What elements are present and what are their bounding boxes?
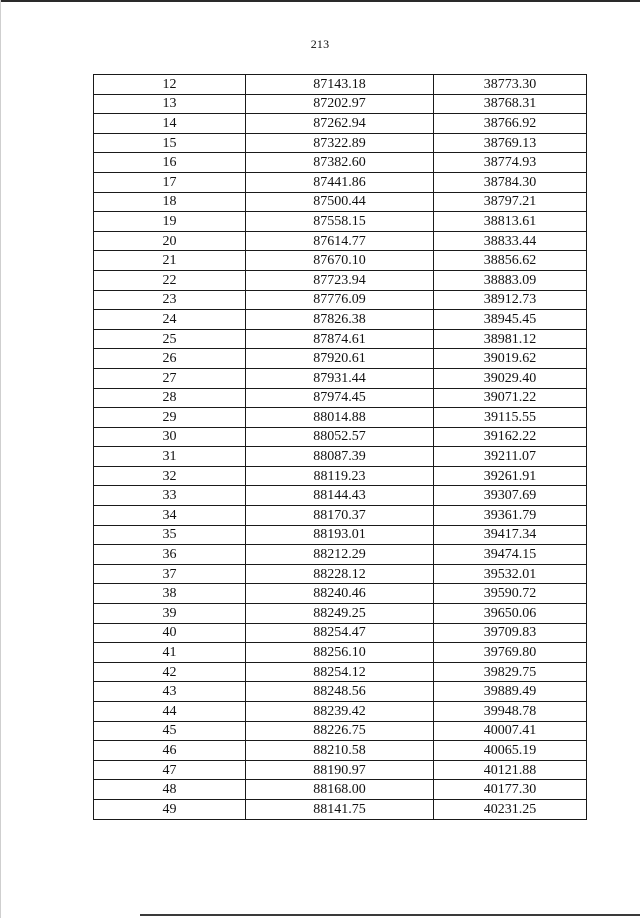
table-row [94, 780, 587, 800]
y-value-cell: 39709.83 [434, 623, 587, 643]
row-index-cell: 45 [94, 721, 246, 741]
row-index-cell: 39 [94, 604, 246, 624]
row-index-cell: 44 [94, 702, 246, 722]
table-row [94, 643, 587, 663]
y-value-cell: 38981.12 [434, 329, 587, 349]
table-row [94, 427, 587, 447]
table-row [94, 172, 587, 192]
x-value-cell: 88254.47 [246, 623, 434, 643]
table-row [94, 702, 587, 722]
x-value-cell: 88212.29 [246, 545, 434, 565]
table-row [94, 545, 587, 565]
row-index-cell: 19 [94, 212, 246, 232]
table-row [94, 251, 587, 271]
y-value-cell: 39162.22 [434, 427, 587, 447]
x-value-cell: 88226.75 [246, 721, 434, 741]
table-row [94, 153, 587, 173]
y-value-cell: 38768.31 [434, 94, 587, 114]
y-value-cell: 39532.01 [434, 564, 587, 584]
x-value-cell: 87874.61 [246, 329, 434, 349]
table-row [94, 94, 587, 114]
row-index-cell: 32 [94, 466, 246, 486]
y-value-cell: 40121.88 [434, 760, 587, 780]
table-row [94, 408, 587, 428]
row-index-cell: 47 [94, 760, 246, 780]
y-value-cell: 38912.73 [434, 290, 587, 310]
y-value-cell: 39307.69 [434, 486, 587, 506]
row-index-cell: 43 [94, 682, 246, 702]
y-value-cell: 38856.62 [434, 251, 587, 271]
y-value-cell: 40065.19 [434, 741, 587, 761]
x-value-cell: 88249.25 [246, 604, 434, 624]
y-value-cell: 39889.49 [434, 682, 587, 702]
y-value-cell: 39948.78 [434, 702, 587, 722]
y-value-cell: 39019.62 [434, 349, 587, 369]
x-value-cell: 88256.10 [246, 643, 434, 663]
table-row [94, 270, 587, 290]
table-row [94, 388, 587, 408]
x-value-cell: 88014.88 [246, 408, 434, 428]
scan-edge-bottom [140, 914, 640, 916]
y-value-cell: 39829.75 [434, 662, 587, 682]
table-row [94, 506, 587, 526]
x-value-cell: 88190.97 [246, 760, 434, 780]
row-index-cell: 12 [94, 75, 246, 95]
x-value-cell: 87931.44 [246, 368, 434, 388]
x-value-cell: 88087.39 [246, 447, 434, 467]
y-value-cell: 40177.30 [434, 780, 587, 800]
y-value-cell: 39417.34 [434, 525, 587, 545]
row-index-cell: 36 [94, 545, 246, 565]
y-value-cell: 38813.61 [434, 212, 587, 232]
y-value-cell: 38769.13 [434, 133, 587, 153]
row-index-cell: 29 [94, 408, 246, 428]
table-row [94, 525, 587, 545]
x-value-cell: 88141.75 [246, 799, 434, 819]
x-value-cell: 87322.89 [246, 133, 434, 153]
table-row [94, 486, 587, 506]
x-value-cell: 88119.23 [246, 466, 434, 486]
row-index-cell: 21 [94, 251, 246, 271]
y-value-cell: 39029.40 [434, 368, 587, 388]
y-value-cell: 39590.72 [434, 584, 587, 604]
x-value-cell: 87826.38 [246, 310, 434, 330]
table-row [94, 290, 587, 310]
table-row [94, 799, 587, 819]
row-index-cell: 14 [94, 114, 246, 134]
x-value-cell: 88228.12 [246, 564, 434, 584]
y-value-cell: 38774.93 [434, 153, 587, 173]
x-value-cell: 88239.42 [246, 702, 434, 722]
table-row [94, 662, 587, 682]
y-value-cell: 39211.07 [434, 447, 587, 467]
y-value-cell: 39650.06 [434, 604, 587, 624]
y-value-cell: 40007.41 [434, 721, 587, 741]
row-index-cell: 16 [94, 153, 246, 173]
y-value-cell: 39474.15 [434, 545, 587, 565]
table-row [94, 329, 587, 349]
x-value-cell: 87920.61 [246, 349, 434, 369]
page-number: 213 [310, 37, 330, 51]
row-index-cell: 13 [94, 94, 246, 114]
x-value-cell: 88240.46 [246, 584, 434, 604]
x-value-cell: 87143.18 [246, 75, 434, 95]
table-body [94, 75, 587, 820]
scan-edge-left [0, 0, 1, 918]
x-value-cell: 87670.10 [246, 251, 434, 271]
x-value-cell: 88254.12 [246, 662, 434, 682]
y-value-cell: 39115.55 [434, 408, 587, 428]
table-row [94, 564, 587, 584]
x-value-cell: 87614.77 [246, 231, 434, 251]
x-value-cell: 88193.01 [246, 525, 434, 545]
row-index-cell: 23 [94, 290, 246, 310]
table-row [94, 368, 587, 388]
x-value-cell: 87500.44 [246, 192, 434, 212]
table-row [94, 212, 587, 232]
row-index-cell: 17 [94, 172, 246, 192]
scan-edge-top [0, 0, 640, 2]
row-index-cell: 28 [94, 388, 246, 408]
x-value-cell: 87974.45 [246, 388, 434, 408]
row-index-cell: 35 [94, 525, 246, 545]
table-row [94, 133, 587, 153]
row-index-cell: 31 [94, 447, 246, 467]
table-row [94, 114, 587, 134]
row-index-cell: 46 [94, 741, 246, 761]
x-value-cell: 88170.37 [246, 506, 434, 526]
x-value-cell: 88052.57 [246, 427, 434, 447]
row-index-cell: 38 [94, 584, 246, 604]
x-value-cell: 88168.00 [246, 780, 434, 800]
y-value-cell: 38883.09 [434, 270, 587, 290]
x-value-cell: 88210.58 [246, 741, 434, 761]
x-value-cell: 87776.09 [246, 290, 434, 310]
row-index-cell: 15 [94, 133, 246, 153]
table-row [94, 349, 587, 369]
table-row [94, 75, 587, 95]
y-value-cell: 38945.45 [434, 310, 587, 330]
x-value-cell: 87558.15 [246, 212, 434, 232]
row-index-cell: 27 [94, 368, 246, 388]
y-value-cell: 40231.25 [434, 799, 587, 819]
y-value-cell: 39261.91 [434, 466, 587, 486]
table-row [94, 721, 587, 741]
y-value-cell: 39071.22 [434, 388, 587, 408]
row-index-cell: 22 [94, 270, 246, 290]
row-index-cell: 30 [94, 427, 246, 447]
row-index-cell: 37 [94, 564, 246, 584]
row-index-cell: 33 [94, 486, 246, 506]
x-value-cell: 87262.94 [246, 114, 434, 134]
table-row [94, 584, 587, 604]
table-row [94, 623, 587, 643]
y-value-cell: 39361.79 [434, 506, 587, 526]
table-row [94, 310, 587, 330]
table-row [94, 604, 587, 624]
y-value-cell: 38784.30 [434, 172, 587, 192]
table-row [94, 466, 587, 486]
x-value-cell: 87202.97 [246, 94, 434, 114]
row-index-cell: 25 [94, 329, 246, 349]
row-index-cell: 42 [94, 662, 246, 682]
row-index-cell: 18 [94, 192, 246, 212]
table-row [94, 741, 587, 761]
y-value-cell: 38797.21 [434, 192, 587, 212]
row-index-cell: 26 [94, 349, 246, 369]
row-index-cell: 24 [94, 310, 246, 330]
row-index-cell: 48 [94, 780, 246, 800]
x-value-cell: 87441.86 [246, 172, 434, 192]
coordinates-table [93, 74, 587, 820]
table-row [94, 447, 587, 467]
table-row [94, 231, 587, 251]
row-index-cell: 41 [94, 643, 246, 663]
row-index-cell: 20 [94, 231, 246, 251]
x-value-cell: 87382.60 [246, 153, 434, 173]
x-value-cell: 87723.94 [246, 270, 434, 290]
y-value-cell: 38773.30 [434, 75, 587, 95]
table-row [94, 682, 587, 702]
row-index-cell: 49 [94, 799, 246, 819]
row-index-cell: 34 [94, 506, 246, 526]
y-value-cell: 39769.80 [434, 643, 587, 663]
row-index-cell: 40 [94, 623, 246, 643]
x-value-cell: 88144.43 [246, 486, 434, 506]
x-value-cell: 88248.56 [246, 682, 434, 702]
y-value-cell: 38833.44 [434, 231, 587, 251]
y-value-cell: 38766.92 [434, 114, 587, 134]
table-row [94, 760, 587, 780]
table-row [94, 192, 587, 212]
